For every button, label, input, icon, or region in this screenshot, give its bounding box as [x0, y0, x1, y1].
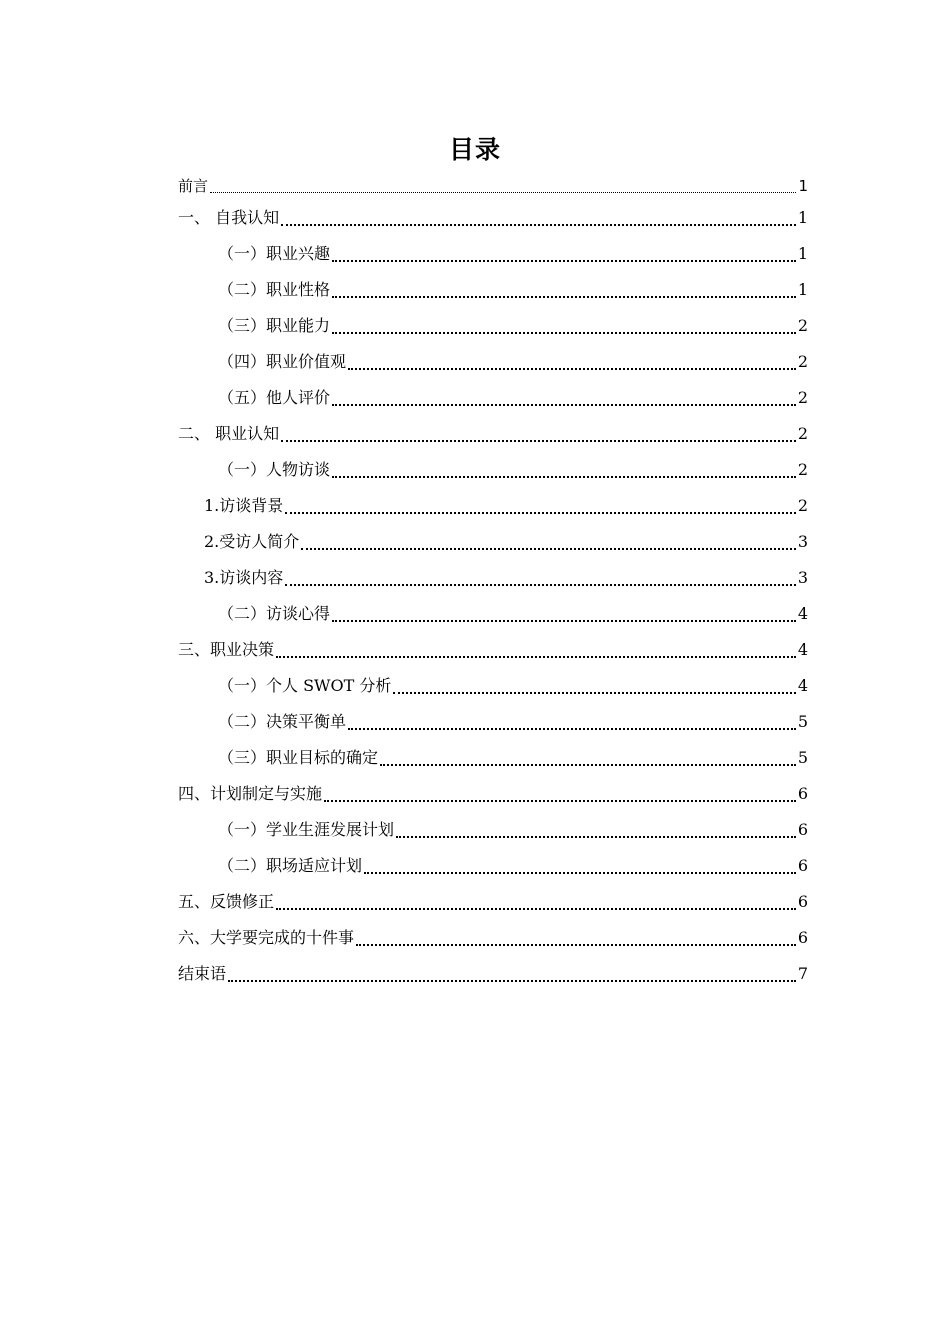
toc-entry-page-number: 7	[797, 964, 808, 983]
toc-entry[interactable]	[178, 596, 808, 632]
toc-entry[interactable]	[178, 560, 808, 596]
toc-entry-label: 五、反馈修正	[178, 892, 275, 911]
dot-leader	[281, 440, 796, 442]
toc-entry-label: 六、大学要完成的十件事	[178, 928, 355, 947]
toc-entry[interactable]	[178, 452, 808, 488]
toc-entry[interactable]	[178, 632, 808, 668]
dot-leader	[276, 908, 796, 910]
dot-leader	[332, 332, 796, 334]
toc-entry[interactable]	[178, 956, 808, 992]
toc-entry-page-number: 1	[797, 280, 808, 299]
dot-leader	[285, 512, 796, 514]
toc-entry-label: （四）职业价值观	[218, 352, 347, 371]
toc-entry-page-number: 4	[797, 640, 808, 659]
dot-leader	[228, 980, 796, 982]
toc-entry-page-number: 6	[797, 928, 808, 947]
toc-entry[interactable]	[178, 236, 808, 272]
toc-entry-label: 前言	[178, 177, 209, 195]
dot-leader	[348, 368, 796, 370]
toc-entry-label: （三）职业能力	[218, 316, 331, 335]
toc-entry-label: （二）职场适应计划	[218, 856, 363, 875]
toc-entry[interactable]	[178, 884, 808, 920]
toc-entry-label: 3.访谈内容	[204, 568, 284, 587]
toc-entry[interactable]	[178, 272, 808, 308]
toc-entry[interactable]	[178, 200, 808, 236]
toc-entry[interactable]	[178, 308, 808, 344]
toc-title: 目录	[448, 135, 501, 164]
dot-leader	[281, 224, 796, 226]
toc-entry-page-number: 4	[797, 676, 808, 695]
toc-entry-page-number: 6	[797, 784, 808, 803]
dot-leader	[332, 404, 796, 406]
toc-entry[interactable]	[178, 344, 808, 380]
toc-entry[interactable]	[178, 704, 808, 740]
toc-entry-page-number: 6	[797, 820, 808, 839]
toc-entry-label: （一）职业兴趣	[218, 244, 331, 263]
toc-entry-page-number: 2	[797, 496, 808, 515]
dot-leader	[356, 944, 796, 946]
toc-entry-label: 1.访谈背景	[204, 496, 284, 515]
toc-entry-page-number: 5	[797, 712, 808, 731]
toc-entry-page-number: 3	[797, 532, 808, 551]
toc-entry-label: （三）职业目标的确定	[218, 748, 379, 767]
toc-entry[interactable]	[178, 920, 808, 956]
toc-entry-label: （一）个人 SWOT 分析	[218, 676, 392, 695]
toc-entry-page-number: 2	[797, 460, 808, 479]
dot-leader	[332, 620, 796, 622]
toc-entry-page-number: 1	[797, 208, 808, 227]
dot-leader	[332, 476, 796, 478]
table-of-contents	[178, 172, 808, 992]
toc-entry[interactable]	[178, 812, 808, 848]
toc-entry-label: （一）学业生涯发展计划	[218, 820, 395, 839]
toc-entry-page-number: 4	[797, 604, 808, 623]
dot-leader	[380, 764, 796, 766]
toc-entry-label: 2.受访人简介	[204, 532, 300, 551]
toc-entry[interactable]	[178, 380, 808, 416]
dot-leader	[285, 584, 796, 586]
dot-leader	[396, 836, 796, 838]
toc-entry-page-number: 1	[798, 177, 808, 195]
toc-entry[interactable]	[178, 488, 808, 524]
toc-entry[interactable]	[178, 848, 808, 884]
dot-leader	[332, 296, 796, 298]
toc-entry[interactable]	[178, 524, 808, 560]
toc-entry[interactable]	[178, 740, 808, 776]
toc-entry-label: 三、职业决策	[178, 640, 275, 659]
toc-entry-page-number: 2	[797, 424, 808, 443]
dot-leader	[348, 728, 796, 730]
toc-entry-label: （二）职业性格	[218, 280, 331, 299]
toc-entry-label: 二、 职业认知	[178, 424, 280, 443]
toc-entry-page-number: 2	[797, 316, 808, 335]
toc-entry-label: 结束语	[178, 964, 227, 983]
toc-entry[interactable]	[178, 668, 808, 704]
toc-entry-label: 四、计划制定与实施	[178, 784, 323, 803]
dot-leader	[332, 260, 796, 262]
toc-entry[interactable]	[178, 776, 808, 812]
dot-leader	[393, 692, 795, 694]
toc-entry[interactable]	[178, 416, 808, 452]
toc-entry-label: 一、 自我认知	[178, 208, 280, 227]
toc-entry-page-number: 5	[797, 748, 808, 767]
toc-entry-label: （五）他人评价	[218, 388, 331, 407]
toc-entry-page-number: 6	[797, 892, 808, 911]
dot-leader	[301, 548, 796, 550]
dot-leader	[324, 800, 796, 802]
toc-entry-page-number: 3	[797, 568, 808, 587]
dot-leader	[364, 872, 796, 874]
toc-entry-label: （一）人物访谈	[218, 460, 331, 479]
toc-entry-label: （二）访谈心得	[218, 604, 331, 623]
toc-entry-page-number: 1	[797, 244, 808, 263]
toc-entry[interactable]	[178, 172, 808, 200]
dot-leader	[276, 656, 796, 658]
toc-entry-label: （二）决策平衡单	[218, 712, 347, 731]
toc-entry-page-number: 2	[797, 388, 808, 407]
dot-leader	[210, 192, 796, 193]
toc-entry-page-number: 2	[797, 352, 808, 371]
toc-entry-page-number: 6	[797, 856, 808, 875]
